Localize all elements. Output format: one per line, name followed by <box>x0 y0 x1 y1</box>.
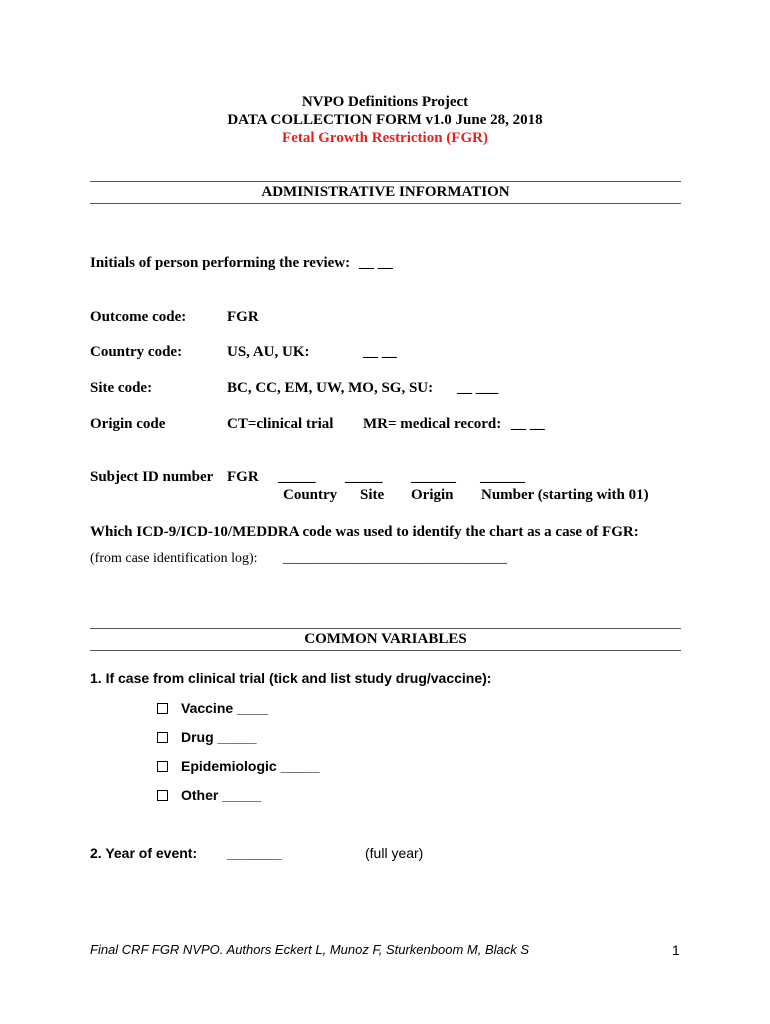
vaccine-checkbox[interactable] <box>157 703 168 714</box>
subject-country-field[interactable]: _____ <box>278 469 316 485</box>
epidemiologic-checkbox[interactable] <box>157 761 168 772</box>
subject-number-field[interactable]: ______ <box>480 469 525 485</box>
question-clinical-trial: 1. If case from clinical trial (tick and list study drug/vaccine): <box>90 670 492 686</box>
common-rule-top <box>90 628 681 629</box>
subject-origin-field[interactable]: ______ <box>411 469 456 485</box>
country-code-label: Country code: <box>90 344 183 360</box>
form-version-title: DATA COLLECTION FORM v1.0 June 28, 2018 <box>227 112 543 128</box>
origin-code-label: Origin code <box>90 416 166 432</box>
other-option-label: Other _____ <box>181 787 262 803</box>
site-code-options: BC, CC, EM, UW, MO, SG, SU: <box>227 380 434 396</box>
section-rule-bottom <box>90 203 681 204</box>
icd-code-field[interactable]: ________________________________ <box>283 551 507 566</box>
admin-section-heading: ADMINISTRATIVE INFORMATION <box>261 184 510 200</box>
drug-checkbox[interactable] <box>157 732 168 743</box>
footer-citation: Final CRF FGR NVPO. Authors Eckert L, Munoz F, Sturkenboom M, Black S <box>90 942 530 957</box>
section-rule-top <box>90 181 681 182</box>
drug-option-label: Drug _____ <box>181 729 257 745</box>
other-checkbox[interactable] <box>157 790 168 801</box>
year-of-event-label: 2. Year of event: <box>90 845 198 861</box>
epidemiologic-option-label: Epidemiologic _____ <box>181 758 320 774</box>
subject-number-caption: Number (starting with 01) <box>481 487 649 503</box>
subject-site-caption: Site <box>360 487 385 503</box>
icd-source-label: (from case identification log): <box>90 551 258 566</box>
country-code-options: US, AU, UK: <box>227 344 310 360</box>
form-topic-title: Fetal Growth Restriction (FGR) <box>282 130 488 146</box>
site-code-field[interactable]: __ ___ <box>457 380 499 396</box>
initials-label: Initials of person performing the review: <box>90 255 351 271</box>
page-number: 1 <box>672 942 680 958</box>
initials-field[interactable]: __ __ <box>359 255 393 271</box>
outcome-code-value: FGR <box>227 309 259 325</box>
subject-id-label: Subject ID number <box>90 469 214 485</box>
origin-code-mr-option: MR= medical record: <box>363 416 502 432</box>
outcome-code-label: Outcome code: <box>90 309 187 325</box>
year-of-event-note: (full year) <box>365 845 424 861</box>
icd-code-question: Which ICD-9/ICD-10/MEDDRA code was used to identify the chart as a case of FGR: <box>90 524 639 540</box>
subject-id-prefix: FGR <box>227 469 259 485</box>
year-of-event-field[interactable]: _______ <box>227 845 282 861</box>
vaccine-option-label: Vaccine ____ <box>181 700 269 716</box>
site-code-label: Site code: <box>90 380 153 396</box>
common-section-heading: COMMON VARIABLES <box>304 631 467 647</box>
origin-code-field[interactable]: __ __ <box>511 416 545 432</box>
origin-code-ct-option: CT=clinical trial <box>227 416 334 432</box>
subject-origin-caption: Origin <box>411 487 454 503</box>
subject-site-field[interactable]: _____ <box>345 469 383 485</box>
form-project-title: NVPO Definitions Project <box>301 94 469 110</box>
country-code-field[interactable]: __ __ <box>363 344 397 360</box>
subject-country-caption: Country <box>283 487 338 503</box>
common-rule-bottom <box>90 650 681 651</box>
